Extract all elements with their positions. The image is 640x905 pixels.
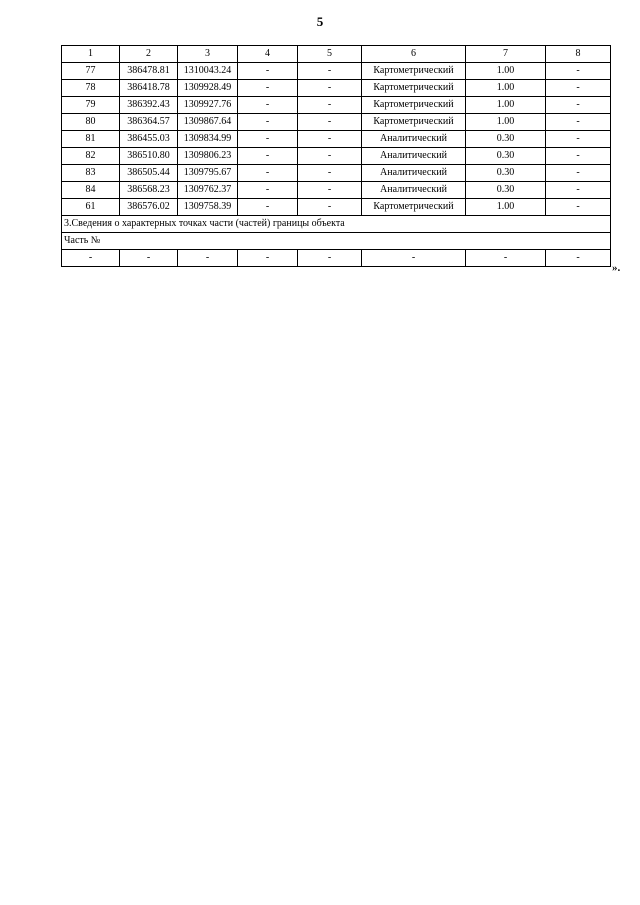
table-cell: - [238, 131, 298, 148]
table-cell: 386510.80 [120, 148, 178, 165]
table-cell: - [238, 182, 298, 199]
table-cell: 81 [62, 131, 120, 148]
table-header-row [62, 46, 611, 63]
closing-quote-mark: ». [612, 262, 621, 274]
table-cell: Аналитический [362, 182, 466, 199]
table-cell: - [298, 250, 362, 267]
column-header: 4 [238, 46, 298, 63]
page-number: 5 [316, 14, 324, 29]
table-cell: - [298, 80, 362, 97]
table-cell: - [546, 182, 611, 199]
table-cell: - [238, 114, 298, 131]
table-cell: - [298, 63, 362, 80]
table-cell: - [546, 114, 611, 131]
table-row [62, 199, 611, 216]
table-cell: 386418.78 [120, 80, 178, 97]
table-cell: - [298, 148, 362, 165]
table-cell: - [546, 165, 611, 182]
boundary-points-table [61, 45, 611, 267]
table-row [62, 97, 611, 114]
table-cell: 1.00 [466, 199, 546, 216]
table-cell: 0.30 [466, 165, 546, 182]
table-cell: 78 [62, 80, 120, 97]
table-cell: - [362, 250, 466, 267]
column-header: 2 [120, 46, 178, 63]
table-cell: Аналитический [362, 131, 466, 148]
table-cell: Картометрический [362, 97, 466, 114]
table-cell: 0.30 [466, 182, 546, 199]
table-cell: 61 [62, 199, 120, 216]
table-row [62, 131, 611, 148]
table-cell: 1309795.67 [178, 165, 238, 182]
table-row [62, 80, 611, 97]
section-title-row [62, 216, 611, 233]
table-cell: 1.00 [466, 63, 546, 80]
table-row [62, 148, 611, 165]
table-cell: - [546, 250, 611, 267]
column-header: 8 [546, 46, 611, 63]
column-header: 5 [298, 46, 362, 63]
table-cell: 386364.57 [120, 114, 178, 131]
table-cell: Картометрический [362, 63, 466, 80]
table-cell: - [298, 131, 362, 148]
table-cell: - [546, 199, 611, 216]
table-cell: 1309927.76 [178, 97, 238, 114]
table-cell: 386576.02 [120, 199, 178, 216]
part-label: Часть № [62, 233, 611, 250]
section-title: 3.Сведения о характерных точках части (частей) границы объекта [62, 216, 611, 233]
table-cell: - [238, 250, 298, 267]
column-header: 3 [178, 46, 238, 63]
table-cell: 386478.81 [120, 63, 178, 80]
table-cell: 1309758.39 [178, 199, 238, 216]
table-cell: - [466, 250, 546, 267]
table-cell: - [546, 80, 611, 97]
table-cell: 1309762.37 [178, 182, 238, 199]
table-cell: 386392.43 [120, 97, 178, 114]
table-cell: 1.00 [466, 80, 546, 97]
column-header: 7 [466, 46, 546, 63]
table-cell: Картометрический [362, 80, 466, 97]
table-cell: 386455.03 [120, 131, 178, 148]
table-cell: 84 [62, 182, 120, 199]
table-cell: - [546, 97, 611, 114]
table-cell: 1.00 [466, 97, 546, 114]
table-cell: 1309834.99 [178, 131, 238, 148]
column-header: 6 [362, 46, 466, 63]
table-cell: - [298, 114, 362, 131]
table-cell: - [298, 182, 362, 199]
table-cell: - [120, 250, 178, 267]
table-cell: - [178, 250, 238, 267]
column-header: 1 [62, 46, 120, 63]
table-cell: 77 [62, 63, 120, 80]
table-cell: 1.00 [466, 114, 546, 131]
table-cell: - [62, 250, 120, 267]
table-cell: - [546, 148, 611, 165]
table-cell: 1310043.24 [178, 63, 238, 80]
table-cell: 386505.44 [120, 165, 178, 182]
table-cell: - [238, 148, 298, 165]
table-cell: Картометрический [362, 199, 466, 216]
table-cell: - [238, 199, 298, 216]
table-cell: - [238, 80, 298, 97]
table-cell: - [298, 199, 362, 216]
table-cell: 1309928.49 [178, 80, 238, 97]
table-cell: Картометрический [362, 114, 466, 131]
table-cell: - [238, 165, 298, 182]
table-cell: Аналитический [362, 165, 466, 182]
empty-values-row [62, 250, 611, 267]
table-row [62, 114, 611, 131]
table-cell: Аналитический [362, 148, 466, 165]
table-cell: - [298, 165, 362, 182]
table-cell: - [546, 131, 611, 148]
table-cell: 79 [62, 97, 120, 114]
table-cell: 83 [62, 165, 120, 182]
table-cell: 0.30 [466, 148, 546, 165]
table-cell: 0.30 [466, 131, 546, 148]
table-cell: 1309806.23 [178, 148, 238, 165]
table-row [62, 182, 611, 199]
table-cell: - [298, 97, 362, 114]
table-cell: - [238, 97, 298, 114]
table-cell: 82 [62, 148, 120, 165]
table-cell: - [546, 63, 611, 80]
table-cell: 386568.23 [120, 182, 178, 199]
table-row [62, 63, 611, 80]
table-cell: 1309867.64 [178, 114, 238, 131]
part-label-row [62, 233, 611, 250]
table-cell: - [238, 63, 298, 80]
table-cell: 80 [62, 114, 120, 131]
table-row [62, 165, 611, 182]
